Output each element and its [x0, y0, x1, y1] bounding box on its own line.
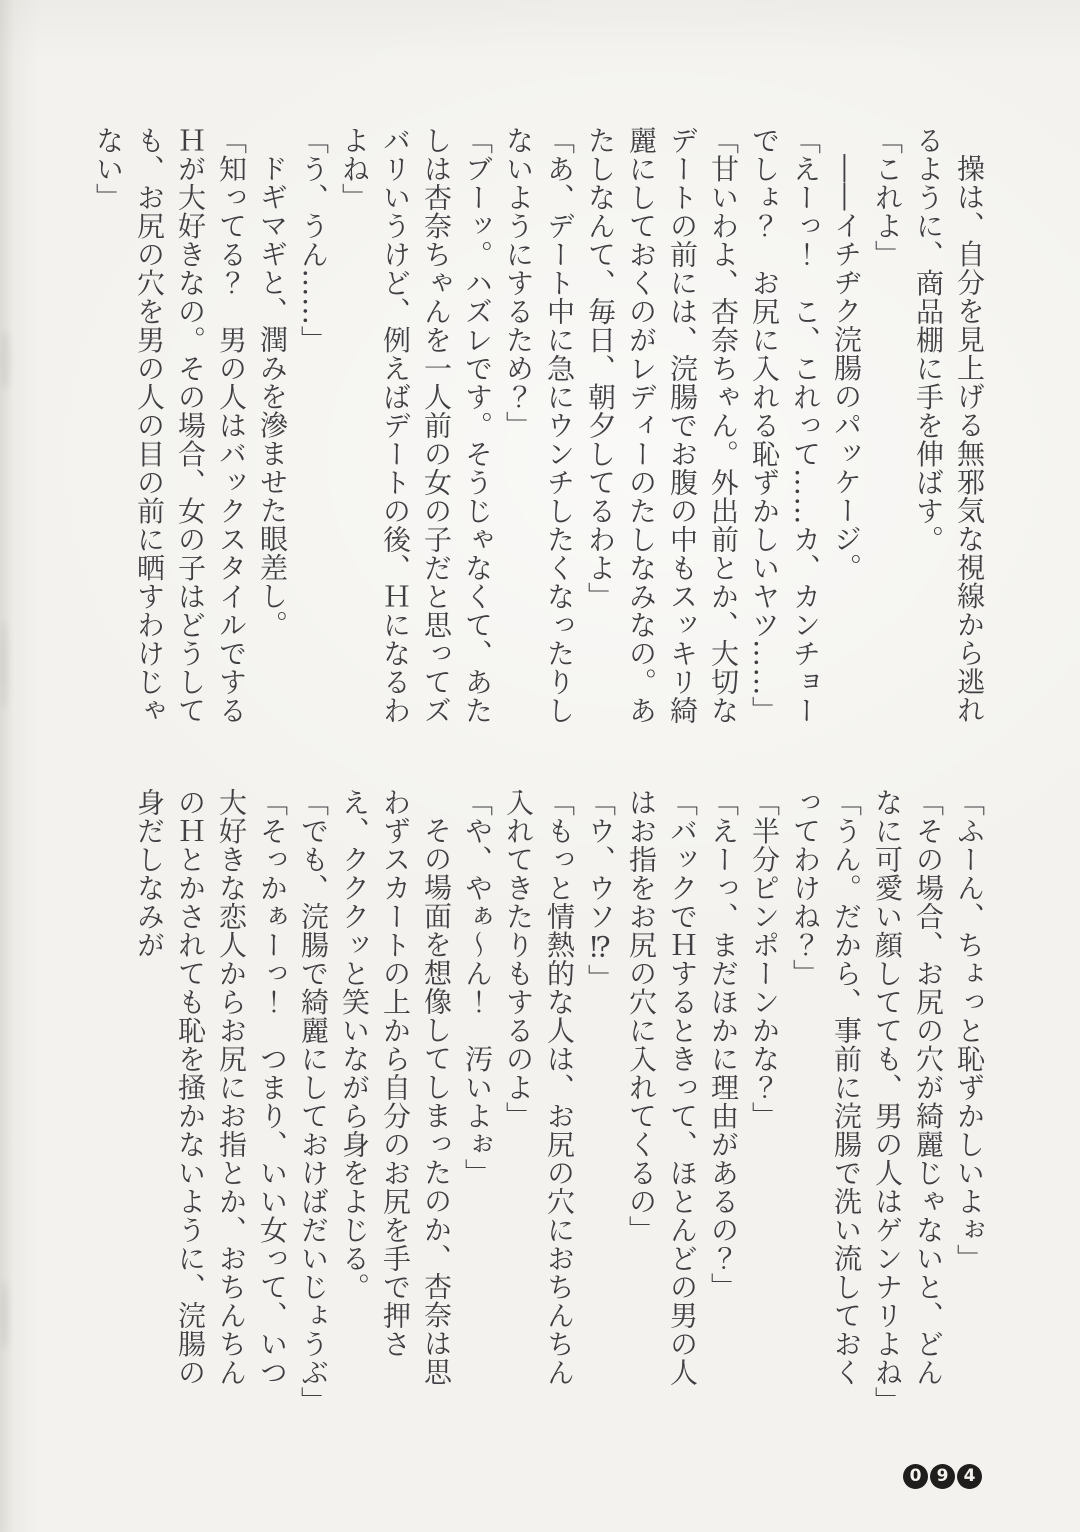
paragraph: 「甘いわよ、杏奈ちゃん。外出前とか、大切なデートの前には、浣腸でお腹の中もスッキリ綺麗にしておくのがレディーのたしなみなの。あたしなんて、毎日、朝夕してるわよ」: [584, 126, 740, 725]
scan-smudge: [0, 330, 10, 390]
page-number: [903, 1464, 982, 1489]
paragraph: 「でも、浣腸で綺麗にしておけばだいじょうぶ」: [297, 788, 330, 1415]
paragraph: 「もっと情熱的な人は、お尻の穴におちんちん入れてきたりもするのよ」: [502, 788, 576, 1387]
paragraph: 「これよ」: [871, 126, 904, 269]
paragraph: 「ブーッ。ハズレです。そうじゃなくて、あたしは杏奈ちゃんを一人前の女の子だと思ってズバリいうけど、例えばデートの後、Ｈになるわよね」: [338, 126, 494, 725]
page-number-digit: 9: [930, 1464, 955, 1489]
paragraph: 「バックでＨするときって、ほとんどの男の人はお指をお尻の穴に入れてくるの」: [625, 788, 699, 1387]
paragraph: 「知ってる？ 男の人はバックスタイルでするＨが大好きなの。その場合、女の子はどうしても、お尻の穴を男の人の目の前に晒すわけじゃない」: [92, 126, 248, 725]
text-block-top: [88, 126, 990, 748]
paragraph: その場面を想像してしまったのか、杏奈は思わずスカートの上から自分のお尻を手で押さえ、クククッと笑いながら身をよじる。: [338, 788, 453, 1386]
paragraph: 「ウ、ウソ⁉」: [584, 788, 617, 993]
paragraph: 「あ、デート中に急にウンチしたくなったりしないようにするため？」: [502, 126, 576, 725]
paragraph: 「その場合、お尻の穴が綺麗じゃないと、どんなに可愛い顔してても、男の人はゲンナリよね」: [871, 788, 945, 1415]
paragraph: 「半分ピンポーンかな？」: [748, 788, 781, 1130]
paragraph: 操は、自分を見上げる無邪気な視線から逃れるように、商品棚に手を伸ばす。: [912, 126, 986, 724]
paragraph: 「そっかぁーっ！ つまり、いい女って、いつ大好きな恋人からお尻にお指とか、おちんちんのＨとかされても恥を掻かないように、浣腸の身だしなみが: [133, 788, 289, 1387]
paragraph: 「う、うん……」: [297, 126, 330, 354]
scan-smudge: [0, 1280, 9, 1350]
paragraph: 「ふーん、ちょっと恥ずかしいよぉ」: [953, 788, 986, 1273]
page-number-digit: 0: [903, 1464, 928, 1489]
paragraph: ドギマギと、潤みを滲ませた眼差し。: [256, 154, 289, 639]
paragraph: 「えーっ！ こ、これって……カ、カンチョーでしょ？ お尻に入れる恥ずかしいヤツ……」: [748, 126, 822, 725]
paragraph: 「えーっ、まだほかに理由があるの？」: [707, 788, 740, 1301]
scan-smudge: [0, 620, 8, 710]
page-number-digit: 4: [957, 1464, 982, 1489]
paragraph: ――イチヂク浣腸のパッケージ。: [830, 154, 863, 582]
paragraph: 「や、やぁ〜ん！ 汚いよぉ」: [461, 788, 494, 1187]
text-block-bottom: [129, 788, 990, 1415]
paragraph: 「うん。だから、事前に浣腸で洗い流しておくってわけね？」: [789, 788, 863, 1387]
